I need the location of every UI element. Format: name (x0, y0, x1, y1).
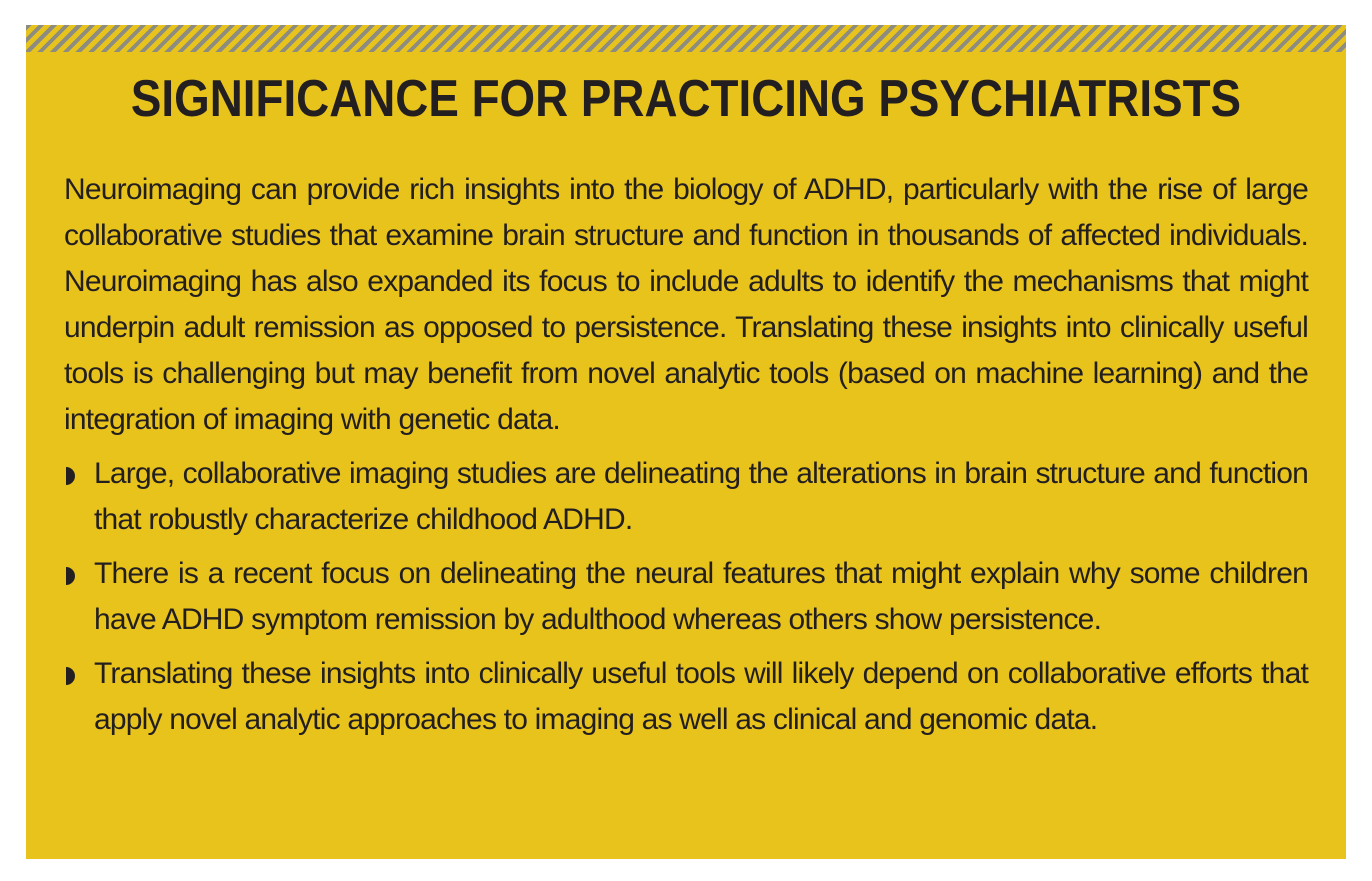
key-points-list (64, 451, 1308, 743)
hazard-stripe-border (26, 25, 1346, 52)
significance-box (26, 25, 1346, 859)
list-item (64, 651, 1308, 743)
half-circle-bullet-icon (64, 466, 78, 486)
half-circle-bullet-icon (64, 666, 78, 686)
box-title: SIGNIFICANCE FOR PRACTICING PSYCHIATRISTS (130, 70, 1242, 128)
list-item (64, 451, 1308, 543)
summary-paragraph: Neuroimaging can provide rich insights into the biology of ADHD, particularly with the rise of large collaborative studies that examine brain structure and function in thousands of affected individuals. Neuroimaging has also expanded its focus to include adults to identify the mechanisms that might underpin adult remission as opposed to persistence. Translating these insights into clinically useful tools is challenging but may benefit from novel analytic tools (based on machine learning) and the integration of imaging with genetic data. (64, 173, 1308, 436)
bullet-text: There is a recent focus on delineating the neural features that might explain why some children have ADHD symptom remission by adulthood whereas others show persistence. (94, 557, 1308, 636)
box-content (64, 167, 1308, 751)
list-item (64, 551, 1308, 643)
half-circle-bullet-icon (64, 566, 78, 586)
bullet-text: Large, collaborative imaging studies are delineating the alterations in brain structure and function that robustly characterize childhood ADHD. (94, 457, 1308, 536)
bullet-text: Translating these insights into clinically useful tools will likely depend on collaborative efforts that apply novel analytic approaches to imaging as well as clinical and genomic data. (94, 657, 1308, 736)
